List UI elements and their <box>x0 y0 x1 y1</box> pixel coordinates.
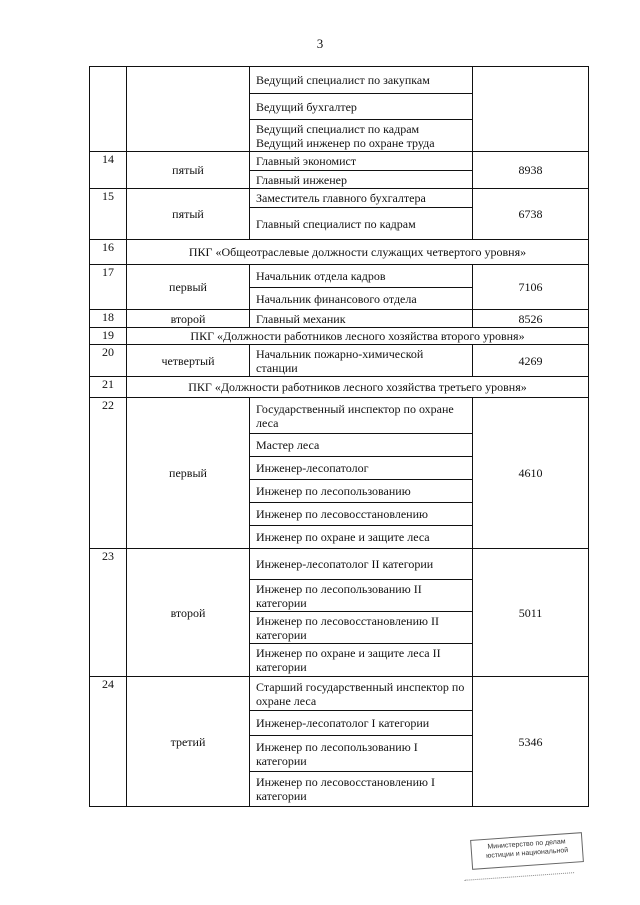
row-number: 19 <box>90 328 127 345</box>
group-title: ПКГ «Должности работников лесного хозяйства третьего уровня» <box>127 377 589 398</box>
position-name: Инженер по охране и защите леса II категории <box>250 643 472 676</box>
position-name: Ведущий бухгалтер <box>250 93 472 119</box>
qualification-level: первый <box>127 265 250 310</box>
qualification-level: второй <box>127 549 250 677</box>
table-row <box>90 345 589 377</box>
stamp-text: Министерство по делам <box>487 838 566 851</box>
salary-table <box>89 66 589 807</box>
salary-value: 8526 <box>473 310 589 328</box>
qualification-level: третий <box>127 677 250 807</box>
salary-value: 8938 <box>473 152 589 189</box>
row-number: 17 <box>90 265 127 310</box>
qualification-level: второй <box>127 310 250 328</box>
positions-cell <box>250 189 473 240</box>
group-title: ПКГ «Общеотраслевые должности служащих четвертого уровня» <box>127 240 589 265</box>
position-name: Инженер по охране и защите леса <box>250 525 472 548</box>
page-number: 3 <box>316 36 324 51</box>
table-row <box>90 240 589 265</box>
positions-cell <box>250 310 473 328</box>
position-name: Инженер-лесопатолог II категории <box>256 557 434 571</box>
position-name: Заместитель главного бухгалтера <box>256 191 426 205</box>
position-name: Инженер-лесопатолог <box>250 456 472 479</box>
position-name: Главный инженер <box>250 170 472 188</box>
salary-value: 4269 <box>473 345 589 377</box>
positions-cell <box>250 265 473 310</box>
position-name: Инженер по лесовосстановлению II категории <box>250 611 472 643</box>
table-row <box>90 398 589 549</box>
table-row <box>90 377 589 398</box>
position-name: Главный специалист по кадрам <box>250 207 472 239</box>
row-number: 21 <box>90 377 127 398</box>
position-name: Начальник пожарно-химической станции <box>256 346 424 375</box>
position-name: Инженер по лесопользованию II категории <box>250 579 472 611</box>
row-number: 14 <box>90 152 127 189</box>
table-row <box>90 310 589 328</box>
position-name: Главный экономист <box>256 154 357 168</box>
table-row <box>90 677 589 807</box>
table-row <box>90 152 589 189</box>
position-name: Инженер по лесопользованию <box>250 479 472 502</box>
position-name: Начальник финансового отдела <box>250 287 472 309</box>
position-name: Инженер-лесопатолог I категории <box>250 710 472 735</box>
positions-cell <box>250 398 473 549</box>
position-name: Инженер по лесовосстановлению I категории <box>250 771 472 806</box>
qualification-level: первый <box>127 398 250 549</box>
table-row <box>90 549 589 677</box>
row-number: 23 <box>90 549 127 677</box>
position-name: Инженер по лесопользованию I категории <box>250 735 472 771</box>
qualification-level: четвертый <box>127 345 250 377</box>
position-name: Старший государственный инспектор по охране леса <box>256 679 465 708</box>
qualification-level: пятый <box>127 189 250 240</box>
position-name: Инженер по лесовосстановлению <box>250 502 472 525</box>
salary-value: 5011 <box>473 549 589 677</box>
salary-value: 6738 <box>473 189 589 240</box>
table-row <box>90 328 589 345</box>
position-name: Ведущий специалист по закупкам <box>256 73 430 87</box>
stamp-text: юстиции и национальной <box>485 847 569 860</box>
position-name: Государственный инспектор по охране леса <box>256 401 454 430</box>
table-row <box>90 189 589 240</box>
salary-value: 4610 <box>473 398 589 549</box>
ministry-stamp <box>470 832 584 870</box>
row-number: 18 <box>90 310 127 328</box>
positions-cell <box>250 549 473 677</box>
table-row <box>90 67 589 152</box>
position-name: Главный механик <box>256 311 346 326</box>
positions-cell <box>250 677 473 807</box>
qualification-level: пятый <box>127 152 250 189</box>
group-title: ПКГ «Должности работников лесного хозяйства второго уровня» <box>127 328 589 345</box>
table-row <box>90 265 589 310</box>
positions-cell <box>250 67 473 152</box>
row-number: 16 <box>90 240 127 265</box>
row-number: 24 <box>90 677 127 807</box>
positions-cell <box>250 152 473 189</box>
position-name: Ведущий специалист по кадрам Ведущий инженер по охране труда <box>250 119 472 151</box>
row-number: 15 <box>90 189 127 240</box>
positions-cell <box>250 345 473 377</box>
position-name: Начальник отдела кадров <box>256 269 386 283</box>
salary-value: 5346 <box>473 677 589 807</box>
salary-value: 7106 <box>473 265 589 310</box>
row-number: 22 <box>90 398 127 549</box>
row-number: 20 <box>90 345 127 377</box>
position-name: Мастер леса <box>250 433 472 456</box>
